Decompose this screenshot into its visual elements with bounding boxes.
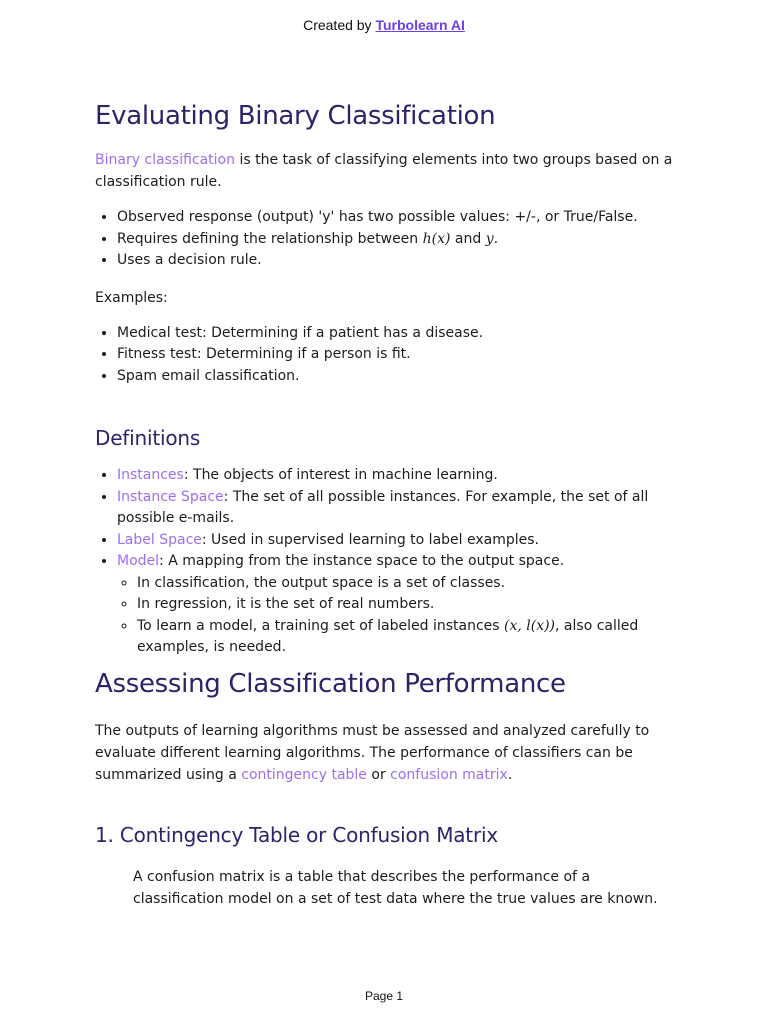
page-header xyxy=(0,17,768,33)
properties-list xyxy=(95,207,675,272)
page-number: Page 1 xyxy=(364,989,404,1003)
definitions-heading: Definitions xyxy=(95,426,201,450)
confusion-matrix-term: confusion matrix xyxy=(390,766,508,783)
list-item-text: and xyxy=(450,230,486,247)
definition-term: Instances xyxy=(117,467,184,483)
contingency-table-term: contingency table xyxy=(241,766,367,783)
intro-paragraph xyxy=(95,149,675,193)
sublist-text: To learn a model, a training set of labeled instances xyxy=(137,617,504,634)
paragraph-text: . xyxy=(507,766,513,783)
sublist-text: , also called examples, is needed. xyxy=(137,617,639,655)
assessing-paragraph xyxy=(95,720,675,786)
document-content xyxy=(95,97,675,910)
paragraph-text: The outputs of learning algorithms must be assessed and analyzed carefully to evaluate different learning algorithms. The performance of classifiers can be summarized using a xyxy=(95,722,650,783)
list-item: • Uses a decision rule. xyxy=(117,250,675,272)
math-x-l-of-x: (x, l(x)) xyxy=(504,617,556,634)
list-item-text: . xyxy=(493,230,499,247)
list-item xyxy=(117,530,675,552)
definition-term: Label Space xyxy=(117,531,202,548)
turbolearn-link[interactable]: Turbolearn AI xyxy=(375,17,465,33)
intro-text: is the task of classifying elements into two groups based on a classification rule. xyxy=(95,152,673,190)
definition-text: : Used in supervised learning to label examples. xyxy=(201,531,539,548)
definition-text: : The objects of interest in machine learning. xyxy=(183,467,498,483)
sublist-item: ◦ In classification, the output space is a set of classes. xyxy=(137,573,675,595)
definition-text: : A mapping from the instance space to the output space. xyxy=(159,553,565,569)
section-heading-confusion: 1. Contingency Table or Confusion Matrix xyxy=(95,822,498,847)
examples-label: Examples: xyxy=(95,289,168,306)
definition-term: Instance Space xyxy=(117,488,224,505)
list-item xyxy=(117,551,675,659)
paragraph-text: or xyxy=(366,766,391,783)
sublist-item: ◦ In regression, it is the set of real numbers. xyxy=(137,594,675,616)
math-y: y xyxy=(485,230,494,247)
examples-list xyxy=(95,323,675,388)
list-item xyxy=(117,487,675,530)
list-item: • Medical test: Determining if a patient has a disease. xyxy=(117,323,675,345)
math-h-of-x: h(x) xyxy=(422,230,451,247)
definition-term: Model xyxy=(117,553,160,569)
list-item xyxy=(117,465,675,487)
section-heading-assessing: Assessing Classification Performance xyxy=(95,668,566,699)
sublist-item xyxy=(137,616,675,659)
definition-text: : The set of all possible instances. For example, the set of all possible e-mails. xyxy=(117,488,649,526)
header-prefix: Created by xyxy=(303,17,376,33)
list-item xyxy=(117,229,675,251)
confusion-paragraph: A confusion matrix is a table that describes the performance of a classification model on a set of test data where the true values are known. xyxy=(133,868,658,907)
list-item: • Fitness test: Determining if a person is fit. xyxy=(117,344,675,366)
definitions-list xyxy=(95,465,675,659)
model-sublist xyxy=(117,573,675,659)
binary-classification-term: Binary classification xyxy=(95,152,235,168)
list-item: • Spam email classification. xyxy=(117,366,675,388)
list-item: • Observed response (output) 'y' has two possible values: +/-, or True/False. xyxy=(117,207,675,229)
list-item-text: Requires defining the relationship between xyxy=(117,230,423,247)
page-title: Evaluating Binary Classification xyxy=(95,101,496,131)
